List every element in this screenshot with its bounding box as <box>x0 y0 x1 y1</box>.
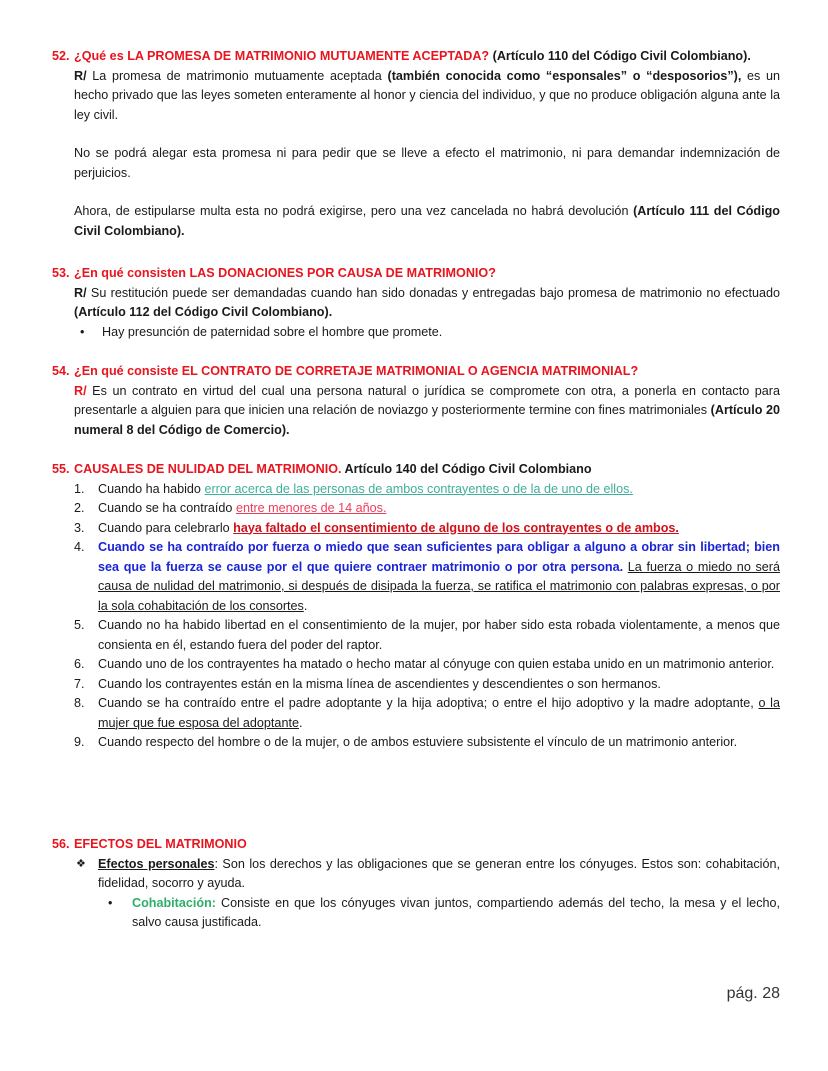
list-item <box>52 733 780 753</box>
section-53 <box>52 264 780 342</box>
article-reference: (Artículo 112 del Código Civil Colombiano). <box>74 305 333 319</box>
item-number: 1. <box>74 481 85 496</box>
text: . <box>303 598 308 613</box>
question-number: 54. <box>52 364 70 378</box>
section-56 <box>52 835 780 933</box>
item-number: 2. <box>74 501 85 515</box>
paragraph <box>52 202 780 241</box>
bullet-icon: • <box>80 324 85 339</box>
text: : Son los derechos y las obligaciones que se generan entre los cónyuges. Estos son: cohabitación, fidelidad, socorro y ayuda. <box>98 856 780 890</box>
list-item <box>52 694 780 733</box>
bullet-item <box>52 894 780 933</box>
answer-paragraph <box>52 284 780 323</box>
list-item <box>52 480 780 500</box>
text: Su restitución puede ser demandadas cuando han sido donadas y entregadas bajo promesa de matrimonio no efectuado <box>86 285 780 300</box>
item-number: 8. <box>74 696 85 710</box>
diamond-bullet-icon: ❖ <box>76 857 86 870</box>
item-number: 3. <box>74 520 85 535</box>
term-label: Efectos personales <box>98 856 215 871</box>
list-item <box>52 655 780 675</box>
text: Cuando ha habido <box>98 481 205 496</box>
nullity-causes-list <box>52 480 780 753</box>
answer-paragraph <box>52 382 780 441</box>
article-reference: (Artículo 20 numeral 8 del Código de Comercio). <box>74 403 780 437</box>
text: Cuando no ha habido libertad en el consentimiento de la mujer, por haber sido esta robada violentamente, a menos que consienta en él, estando fuera del poder del raptor. <box>98 618 780 652</box>
paragraph: No se podrá alegar esta promesa ni para pedir que se lleve a efecto el matrimonio, ni para demandar indemnización de perjuicios. <box>74 146 780 180</box>
section-54 <box>52 362 780 440</box>
item-number: 4. <box>74 540 85 554</box>
text: Consiste en que los cónyuges vivan juntos, compartiendo además del techo, la mesa y el lecho, salvo causa justificada. <box>132 895 780 929</box>
highlighted-text: Cuando se ha contraído por fuerza o miedo que sean suficientes para obligar a alguno a obrar sin libertad; bien sea que la fuerza se cause por el que quiere contraer matrimonio o por otra persona. <box>98 540 780 574</box>
highlighted-text: haya faltado el consentimiento de alguno de los contrayentes o de ambos. <box>233 520 679 535</box>
answer-prefix: R/ <box>74 383 87 398</box>
question-52-heading <box>52 47 780 67</box>
item-number: 9. <box>74 735 85 749</box>
page-number: pág. 28 <box>726 985 780 1002</box>
answer-prefix: R/ <box>74 68 87 83</box>
text: . <box>298 715 303 730</box>
question-title: ¿Qué es LA PROMESA DE MATRIMONIO MUTUAMENTE ACEPTADA? <box>74 49 490 63</box>
article-reference: Artículo 140 del Código Civil Colombiano <box>341 462 592 476</box>
question-title: ¿En qué consiste EL CONTRATO DE CORRETAJE MATRIMONIAL O AGENCIA MATRIMONIAL? <box>74 364 639 378</box>
text: Cuando se ha contraído entre el padre adoptante y la hija adoptiva; o entre el hijo adoptivo y la madre adoptante, <box>98 696 759 710</box>
highlighted-text: entre menores de 14 años. <box>235 501 387 515</box>
question-number: 53. <box>52 266 70 280</box>
question-54-heading <box>52 362 780 382</box>
diamond-bullet-item <box>52 855 780 894</box>
text: Ahora, de estipularse multa esta no podrá exigirse, pero una vez cancelada no habrá devolución <box>74 204 634 218</box>
underlined-text: La fuerza o miedo no será causa de nulidad del matrimonio, si después de disipada la fuerza, se ratifica el matrimonio con palabras expresas, o por la sola cohabitación de los consortes <box>98 559 780 613</box>
article-reference: (Artículo 111 del Código Civil Colombiano). <box>74 204 780 238</box>
section-55 <box>52 460 780 753</box>
question-56-heading <box>52 835 780 855</box>
question-55-heading <box>52 460 780 480</box>
term-label: Cohabitación: <box>132 895 216 910</box>
item-number: 5. <box>74 618 85 632</box>
text: Cuando los contrayentes están en la misma línea de ascendientes y descendientes o son hermanos. <box>98 676 661 691</box>
answer-prefix: R/ <box>74 285 87 300</box>
bullet-item <box>52 323 780 343</box>
question-title: EFECTOS DEL MATRIMONIO <box>74 837 247 851</box>
section-52 <box>52 47 780 241</box>
text: La promesa de matrimonio mutuamente aceptada <box>86 68 388 83</box>
item-number: 7. <box>74 676 85 691</box>
bullet-icon: • <box>108 895 113 910</box>
question-title: CAUSALES DE NULIDAD DEL MATRIMONIO. <box>74 462 342 476</box>
list-item <box>52 616 780 655</box>
text: es un hecho privado que las leyes someten enteramente al honor y ciencia del individuo, y que no produce obligación alguna ante la ley civil. <box>74 68 780 122</box>
text: Cuando se ha contraído <box>98 501 236 515</box>
underlined-text: o la mujer que fue esposa del adoptante <box>98 696 780 730</box>
item-number: 6. <box>74 657 85 671</box>
text: Cuando para celebrarlo <box>98 520 234 535</box>
highlighted-text: error acerca de las personas de ambos contrayentes o de la de uno de ellos. <box>204 481 633 496</box>
list-item <box>52 519 780 539</box>
text: Cuando uno de los contrayentes ha matado o hecho matar al cónyuge con quien estaba unido en un matrimonio anterior. <box>98 657 775 671</box>
text: Cuando respecto del hombre o de la mujer, o de ambos estuviere subsistente el vínculo de un matrimonio anterior. <box>98 735 738 749</box>
text: Es un contrato en virtud del cual una persona natural o jurídica se compromete con otra, a ponerla en contacto para presentarle a alguien para que inicien una relación de noviazgo y posteriormente termine con fines matrimoniales <box>74 383 780 417</box>
question-53-heading <box>52 264 780 284</box>
question-title: ¿En qué consisten LAS DONACIONES POR CAUSA DE MATRIMONIO? <box>74 266 496 280</box>
text: Hay presunción de paternidad sobre el hombre que promete. <box>102 324 443 339</box>
article-reference: (Artículo 110 del Código Civil Colombiano). <box>489 49 751 63</box>
question-number: 56. <box>52 837 70 851</box>
list-item <box>52 538 780 616</box>
list-item <box>52 499 780 519</box>
question-number: 52. <box>52 49 70 63</box>
bold-text: (también conocida como “esponsales” o “desposorios”), <box>387 68 742 83</box>
question-number: 55. <box>52 462 70 476</box>
list-item <box>52 675 780 695</box>
answer-paragraph <box>52 67 780 126</box>
